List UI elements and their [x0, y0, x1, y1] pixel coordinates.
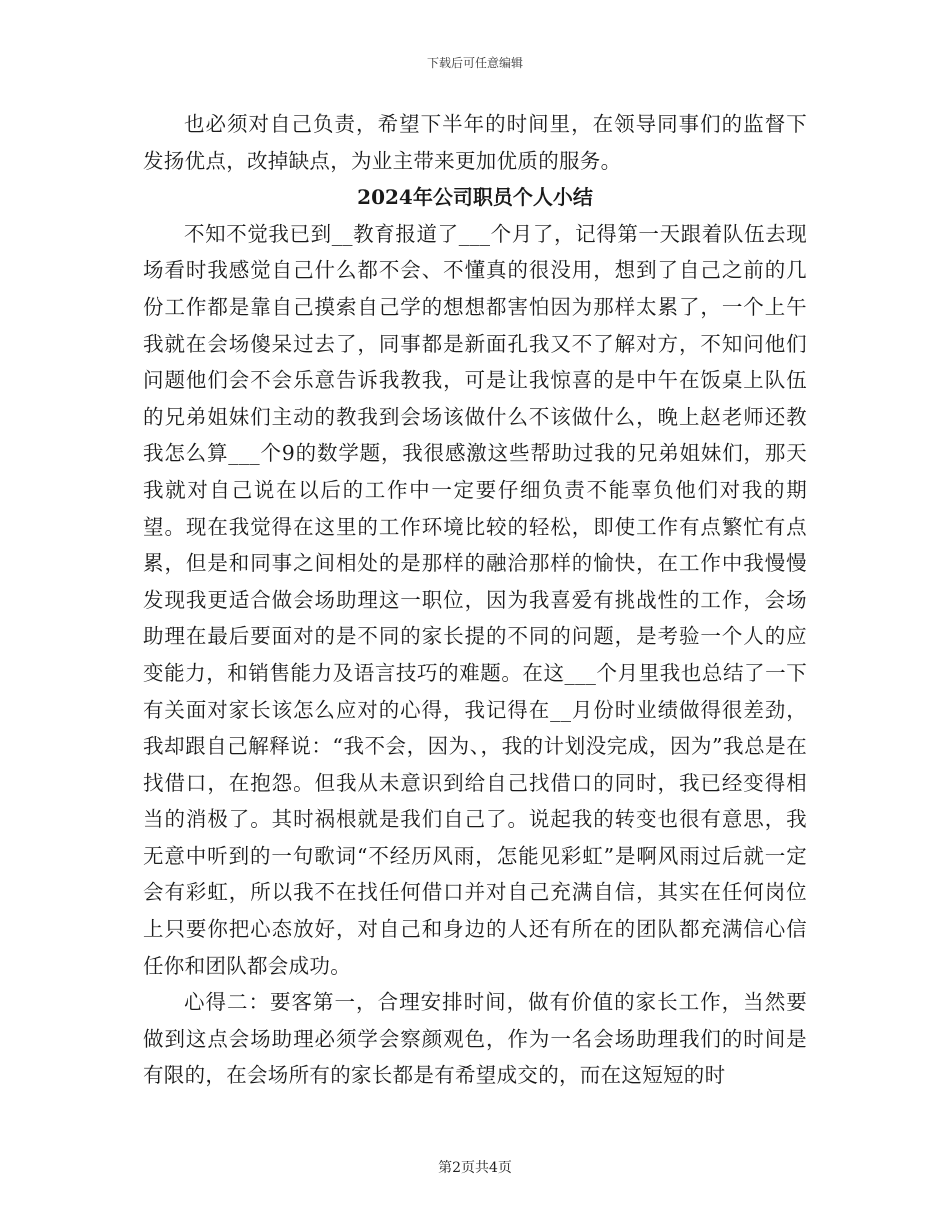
intro-paragraph: 也必须对自己负责，希望下半年的时间里，在领导同事们的监督下发扬优点，改掉缺点，为业主带来更加优质的服务。	[143, 112, 807, 173]
page-header: 下载后可任意编辑	[426, 56, 523, 70]
document-body	[143, 106, 807, 1094]
body-paragraph-2: 心得二：要客第一，合理安排时间，做有价值的家长工作，当然要做到这点会场助理必须学会察颜观色，作为一名会场助理我们的时间是有限的，在会场所有的家长都是有希望成交的，而在这短短的时	[143, 990, 807, 1088]
body-paragraph-1: 不知不觉我已到__教育报道了___个月了，记得第一天跟着队伍去现场看时我感觉自己什么都不会、不懂真的很没用，想到了自己之前的几份工作都是靠自己摸索自己学的想想都害怕因为那样太累了，一个上午我就在会场傻呆过去了，同事都是新面孔我又不了解对方，不知问他们问题他们会不会乐意告诉我教我，可是让我惊喜的是中午在饭桌上队伍的兄弟姐妹们主动的教我到会场该做什么不该做什么，晚上赵老师还教我怎么算___个9的数学题，我很感激这些帮助过我的兄弟姐妹们，那天我就对自己说在以后的工作中一定要仔细负责不能辜负他们对我的期望。现在我觉得在这里的工作环境比较的轻松，即使工作有点繁忙有点累，但是和同事之间相处的是那样的融洽那样的愉快，在工作中我慢慢发现我更适合做会场助理这一职位，因为我喜爱有挑战性的工作，会场助理在最后要面对的是不同的家长提的不同的问题，是考验一个人的应变能力，和销售能力及语言技巧的难题。在这___个月里我也总结了一下有关面对家长该怎么应对的心得，我记得在__月份时业绩做得很差劲，我却跟自己解释说：“我不会，因为、，我的计划没完成，因为”我总是在找借口，在抱怨。但我从未意识到给自己找借口的同时，我已经变得相当的消极了。其时祸根就是我们自己了。说起我的转变也很有意思，我无意中听到的一句歌词“不经历风雨，怎能见彩虹”是啊风雨过后就一定会有彩虹，所以我不在找任何借口并对自己充满自信，其实在任何岗位上只要你把心态放好，对自己和身边的人还有所在的团队都充满信心信任你和团队都会成功。	[143, 221, 807, 978]
page-footer: 第2页共4页	[438, 1160, 512, 1176]
section-title: 2024年公司职员个人小结	[357, 185, 593, 210]
